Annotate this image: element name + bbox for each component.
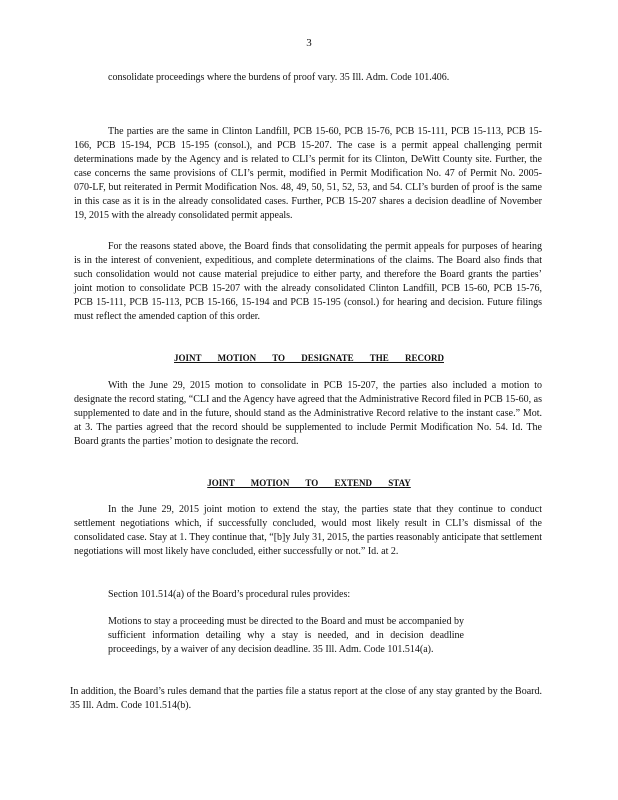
paragraph-consolidate-continued: consolidate proceedings where the burdens of proof vary. 35 Ill. Adm. Code 101.406.: [108, 72, 450, 83]
paragraph-reasons-consolidation: For the reasons stated above, the Board finds that consolidating the permit appeals for purposes of hearing is in the interest of convenient, expeditious, and complete determinations of the claims. The Board also finds that such consolidation would not cause material prejudice to either party, and therefore the Board grants the parties’ joint motion to consolidate PCB 15-207 with the already consolidated Clinton Landfill, PCB 15-60, PCB 15-76, PCB 15-111, PCB 15-113, PCB 15-166, 15-194 and PCB 15-195 (consol.) for hearing and decision. Future filings must reflect the amended caption of this order.: [74, 241, 542, 322]
paragraph-section-101-514: Section 101.514(a) of the Board’s procedural rules provides:: [108, 589, 351, 600]
paragraph-parties-same: The parties are the same in Clinton Landfill, PCB 15-60, PCB 15-76, PCB 15-111, PCB 15-113, PCB 15-166, PCB 15-194, PCB 15-195 (consol.), and PCB 15-207. The case is a permit appeal challenging permit determinations made by the Agency and is related to CLI’s permit for its Clinton, DeWitt County site. Further, the case concerns the same provisions of CLI’s permit, modified in Permit Modification No. 47 of Permit No. 2005-070-LF, but reiterated in Permit Modification Nos. 48, 49, 50, 51, 52, 53, and 54. CLI’s burden of proof is the same in this case as it is in the already consolidated cases. Further, PCB 15-207 shares a decision deadline of November 19, 2015 with the already consolidated permit appeals.: [74, 126, 542, 221]
paragraph-status-report: In addition, the Board’s rules demand that the parties file a status report at the close of any stay granted by the Board. 35 Ill. Adm. Code 101.514(b).: [70, 686, 542, 711]
paragraph-designate-record: With the June 29, 2015 motion to consolidate in PCB 15-207, the parties also included a motion to designate the record stating, “CLI and the Agency have agreed that the Administrative Record filed in PCB 15-60, as supplemented to date and in the future, should stand as the Administrative Record relative to the instant case.” Mot. at 3. The parties agreed that the record should be supplemented to include Permit Modification No. 54. Id. The Board grants the parties’ motion to designate the record.: [74, 380, 542, 447]
page-number: 3: [306, 37, 312, 49]
heading-designate-record: JOINT MOTION TO DESIGNATE THE RECORD: [174, 353, 444, 363]
block-quote-rule: Motions to stay a proceeding must be directed to the Board and must be accompanied by sufficient information detailing why a stay is needed, and in decision deadline proceedings, by a waiver of any decision deadline. 35 Ill. Adm. Code 101.514(a).: [108, 616, 464, 655]
heading-extend-stay: JOINT MOTION TO EXTEND STAY: [207, 478, 411, 488]
paragraph-extend-stay: In the June 29, 2015 joint motion to extend the stay, the parties state that they continue to conduct settlement negotiations which, if successfully concluded, would most likely result in CLI’s dismissal of the consolidated case. Stay at 1. They continue that, “[b]y July 31, 2015, the parties reasonably anticipate that settlement negotiations will most likely have concluded, either successfully or not.” Id. at 2.: [74, 504, 542, 557]
